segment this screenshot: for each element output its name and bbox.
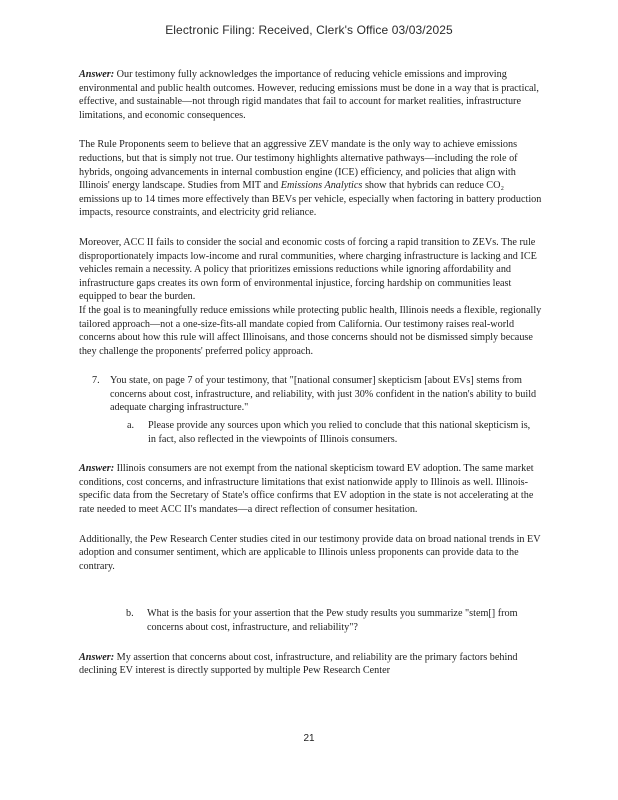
document-body — [79, 68, 545, 678]
subquestion-letter: a. — [127, 420, 135, 432]
answer-paragraph-1 — [79, 68, 545, 122]
paragraph-pew-research: Additionally, the Pew Research Center studies cited in our testimony provide data on broad national trends in EV adoption and consumer sentiment, which are applicable to Illinois unless proponents can provide data to the contrary. — [79, 533, 541, 572]
answer-paragraph-3 — [79, 651, 545, 678]
answer-text: Illinois consumers are not exempt from the national skepticism toward EV adoption. The same market conditions, cost concerns, and infrastructure limitations that exist nationwide apply to Illinois as well. Illinois-specific data from the Secretary of State's office confirms that EV adoption in the state is not accelerating at the rate needed to meet ACC II's mandates—a direct reflection of consumer hesitation. — [79, 463, 534, 516]
answer-paragraph-2 — [79, 462, 545, 516]
question-7 — [92, 374, 545, 415]
subquestion-letter: b. — [126, 608, 134, 620]
question-number: 7. — [92, 375, 100, 387]
filing-stamp-header: Electronic Filing: Received, Clerk's Office 03/03/2025 — [165, 23, 453, 37]
subquestion-text: Please provide any sources upon which you relied to conclude that this national skepticism is, in fact, also reflected in the viewpoints of Illinois consumers. — [148, 420, 531, 445]
answer-text: Our testimony fully acknowledges the importance of reducing vehicle emissions and improving environmental and public health outcomes. However, reducing emissions must be done in a way that is practical, effective, and sustainable—not through rigid mandates that fail to account for market realities, infrastructure limitations, and economic consequences. — [79, 69, 539, 121]
question-text: You state, on page 7 of your testimony, that "[national consumer] skepticism [about EVs] stems from concerns about cost, infrastructure, and reliability, with just 30% confident in the nation's ability to build adequate charging infrastructure." — [110, 375, 537, 414]
answer-label: Answer: — [79, 651, 115, 663]
answer-text: My assertion that concerns about cost, infrastructure, and reliability are the primary factors behind declining EV interest is directly supported by multiple Pew Research Center — [79, 651, 518, 677]
answer-label: Answer: — [79, 463, 115, 475]
question-7a — [127, 419, 545, 446]
source-citation: Emissions Analytics — [280, 180, 363, 192]
paragraph-alternative-pathways — [79, 138, 545, 220]
paragraph-text: show that hybrids can reduce CO₂ emissions up to 14 times more effectively than BEVs per vehicle, especially when factoring in battery production impacts, resource constraints, and electricity grid reliance. — [79, 180, 542, 219]
paragraph-social-costs: Moreover, ACC II fails to consider the social and economic costs of forcing a rapid transition to ZEVs. The rule disproportionately impacts low-income and rural communities, where charging infrastructure is lacking and ICE vehicles remain a necessity. A policy that prioritizes emissions reductions while ignoring affordability and infrastructure gaps creates its own form of environmental injustice, forcing hardship on communities least equipped to bear the burden. — [79, 236, 537, 303]
paragraph-regional-approach: If the goal is to meaningfully reduce emissions while protecting public health, Illinois needs a flexible, regionally tailored approach—not a one-size-fits-all mandate copied from California. Our testimony raises real-world concerns about how this rule will affect Illinoisans, and those concerns should not be dismissed simply because they challenge the proponents' preferred policy approach. — [79, 304, 542, 357]
answer-label: Answer: — [79, 69, 115, 80]
subquestion-text: What is the basis for your assertion that the Pew study results you summarize "stem[] from concerns about cost, infrastructure, and reliability"? — [147, 608, 518, 633]
question-7b — [126, 607, 545, 634]
page-number: 21 — [303, 733, 315, 744]
paragraph-text: The Rule Proponents seem to believe that an aggressive ZEV mandate is the only way to achieve emissions reductions, but that is simply not true. Our testimony highlights alternative pathways—including the role of hybrids, ongoing advancements in internal combustion engine (ICE) efficiency, and policies that align with Illinois' energy landscape. Studies from MIT and — [79, 139, 518, 192]
